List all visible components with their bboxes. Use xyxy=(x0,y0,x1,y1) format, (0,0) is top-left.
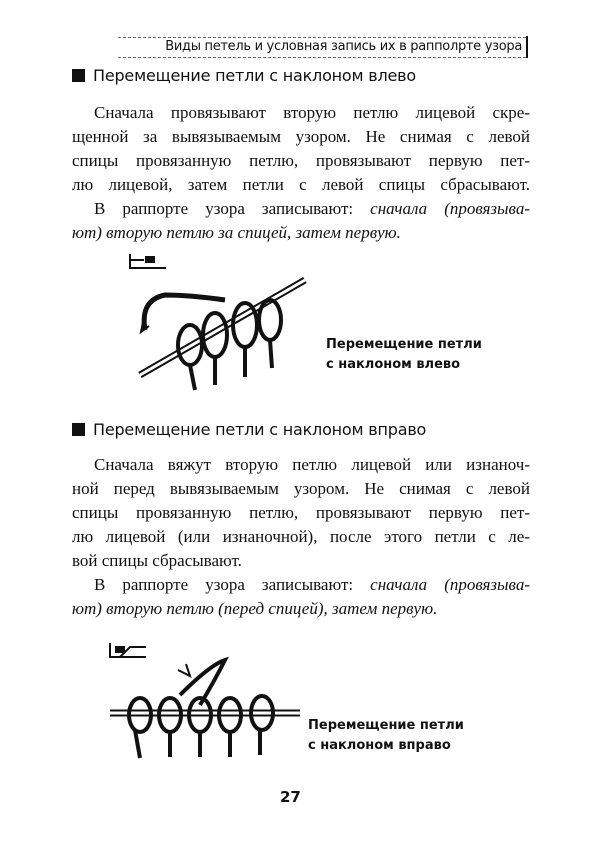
paragraph-line: спицы провязанную петлю, провязывают первую пет- xyxy=(72,151,530,170)
knitting-illustration-left xyxy=(120,250,310,395)
figure-caption: Перемещение петли с наклоном влево xyxy=(326,337,482,372)
paragraph-line: лю лицевой, затем петли с левой спицы сбрасывают. xyxy=(72,175,530,194)
paragraph-line: В раппорте узора записывают: сначала (провязыва- xyxy=(94,199,530,218)
paragraph-line: Сначала провязывают вторую петлю лицевой скре- xyxy=(94,103,530,122)
section-heading-left: Перемещение петли с наклоном влево xyxy=(72,66,416,85)
paragraph-line: ют) вторую петлю за спицей, затем первую. xyxy=(72,223,401,242)
paragraph-line: ют) вторую петлю (перед спицей), затем первую. xyxy=(72,599,438,618)
paragraph-line: вой спицы сбрасывают. xyxy=(72,551,242,570)
paragraph-line: лю лицевой (или изнаночной), после этого петли с ле- xyxy=(72,527,530,546)
page-number: 27 xyxy=(280,788,301,806)
bullet-square-icon xyxy=(72,423,85,436)
paragraph-line: ной перед вывязываемым узором. Не снимая с левой xyxy=(72,479,530,498)
paragraph-line: щенной за вывязываемым узором. Не снимая с левой xyxy=(72,127,530,146)
figure-caption: Перемещение петли с наклоном вправо xyxy=(308,718,464,753)
section-heading-right: Перемещение петли с наклоном вправо xyxy=(72,420,426,439)
paragraph-line: спицы провязанную петлю, провязывают первую пет- xyxy=(72,503,530,522)
bullet-square-icon xyxy=(72,69,85,82)
knitting-illustration-right xyxy=(100,635,300,765)
running-header: Виды петель и условная запись их в рапполрте узора xyxy=(118,36,528,58)
paragraph-line: Сначала вяжут вторую петлю лицевой или изнаноч- xyxy=(94,455,530,474)
paragraph-line: В раппорте узора записывают: сначала (провязыва- xyxy=(94,575,530,594)
